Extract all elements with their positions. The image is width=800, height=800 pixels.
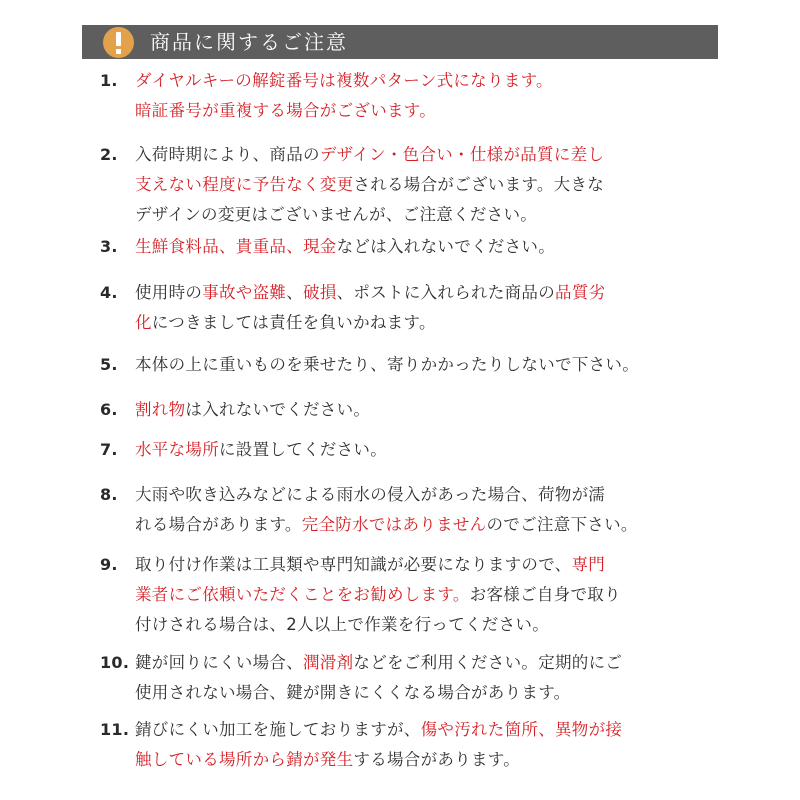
notice-item xyxy=(100,395,370,425)
item-line xyxy=(135,435,387,465)
highlight-text: 水平な場所 xyxy=(135,440,219,459)
body-text: する場合があります。 xyxy=(353,750,521,769)
item-number: 5. xyxy=(100,355,118,374)
body-text: などは入れないでください。 xyxy=(336,237,556,256)
item-line xyxy=(135,395,370,425)
highlight-text: 破損 xyxy=(303,283,337,302)
body-text: 大雨や吹き込みなどによる雨水の侵入があった場合、荷物が濡 xyxy=(135,485,606,504)
body-text: のでご注意下さい。 xyxy=(486,515,638,534)
item-number: 8. xyxy=(100,485,118,504)
highlight-text: 触している場所から錆が発生 xyxy=(135,750,354,769)
body-text: 使用されない場合、鍵が開きにくくなる場合があります。 xyxy=(135,683,571,702)
body-text: 本体の上に重いものを乗せたり、寄りかかったりしないで下さい。 xyxy=(135,355,639,374)
item-line xyxy=(135,480,638,510)
item-line xyxy=(135,278,605,308)
highlight-text: 品質劣 xyxy=(555,283,606,302)
highlight-text: 潤滑剤 xyxy=(303,653,354,672)
highlight-text: 暗証番号が重複する場合がございます。 xyxy=(135,101,437,120)
notice-item xyxy=(100,648,622,708)
body-text: 、 xyxy=(286,283,304,302)
item-number: 3. xyxy=(100,237,118,256)
exclamation-bar xyxy=(116,32,121,46)
item-number: 9. xyxy=(100,555,118,574)
notice-item xyxy=(100,480,638,540)
item-number: 6. xyxy=(100,400,118,419)
item-line xyxy=(135,715,622,745)
highlight-text: 支えない程度に予告なく変更 xyxy=(135,175,354,194)
body-text: デザインの変更はございませんが、ご注意ください。 xyxy=(135,205,538,224)
item-line xyxy=(135,170,604,200)
body-text: は入れないでください。 xyxy=(185,400,371,419)
body-text: 取り付け作業は工具類や専門知識が必要になりますので、 xyxy=(135,555,572,574)
body-text: につきましては責任を負いかねます。 xyxy=(151,313,436,332)
highlight-text: 割れ物 xyxy=(135,400,186,419)
item-number: 1. xyxy=(100,71,118,90)
body-text: 鍵が回りにくい場合、 xyxy=(135,653,303,672)
highlight-text: デザイン・色合い・仕様が品質に差し xyxy=(319,145,605,164)
body-text: 、ポストに入れられた商品の xyxy=(336,283,556,302)
notice-item xyxy=(100,550,621,640)
item-line xyxy=(135,550,621,580)
item-line xyxy=(135,745,622,775)
item-number: 4. xyxy=(100,283,118,302)
highlight-text: 完全防水ではありません xyxy=(301,515,487,534)
item-number: 10. xyxy=(100,653,130,672)
item-number: 2. xyxy=(100,145,118,164)
body-text: に設置してください。 xyxy=(219,440,387,459)
item-line xyxy=(135,200,604,230)
highlight-text: 生鮮食料品、貴重品、現金 xyxy=(135,237,337,256)
body-text: お客様ご自身で取り xyxy=(469,585,621,604)
notice-item xyxy=(100,435,387,465)
item-number: 11. xyxy=(100,720,130,739)
item-line xyxy=(135,510,638,540)
body-text: される場合がございます。大きな xyxy=(353,175,605,194)
item-line xyxy=(135,232,555,262)
highlight-text: 業者にご依頼いただくことをお勧めします。 xyxy=(135,585,470,604)
item-line xyxy=(135,610,621,640)
body-text: 入荷時期により、商品の xyxy=(135,145,320,164)
item-line xyxy=(135,580,621,610)
highlight-text: 専門 xyxy=(571,555,606,574)
item-line xyxy=(135,96,553,126)
body-text: 付けされる場合は、2人以上で作業を行ってください。 xyxy=(135,615,549,634)
highlight-text: ダイヤルキーの解錠番号は複数パターン式になります。 xyxy=(135,71,553,90)
notice-item xyxy=(100,140,604,230)
notice-item xyxy=(100,278,605,338)
item-line xyxy=(135,140,604,170)
notice-item xyxy=(100,715,622,775)
highlight-text: 傷や汚れた箇所、異物が接 xyxy=(420,720,623,739)
item-line xyxy=(135,66,553,96)
body-text: 錆びにくい加工を施しておりますが、 xyxy=(135,720,421,739)
exclamation-icon xyxy=(103,27,134,58)
notice-item xyxy=(100,232,555,262)
item-line xyxy=(135,678,622,708)
page-title: 商品に関するご注意 xyxy=(150,30,348,54)
item-line xyxy=(135,308,605,338)
item-line xyxy=(135,350,639,380)
notice-item xyxy=(100,66,553,126)
body-text: などをご利用ください。定期的にご xyxy=(353,653,623,672)
highlight-text: 事故や盗難 xyxy=(202,283,287,302)
item-line xyxy=(135,648,622,678)
item-number: 7. xyxy=(100,440,118,459)
exclamation-dot xyxy=(116,49,121,54)
highlight-text: 化 xyxy=(135,313,152,332)
notice-item xyxy=(100,350,639,380)
body-text: 使用時の xyxy=(135,283,203,302)
body-text: れる場合があります。 xyxy=(135,515,302,534)
